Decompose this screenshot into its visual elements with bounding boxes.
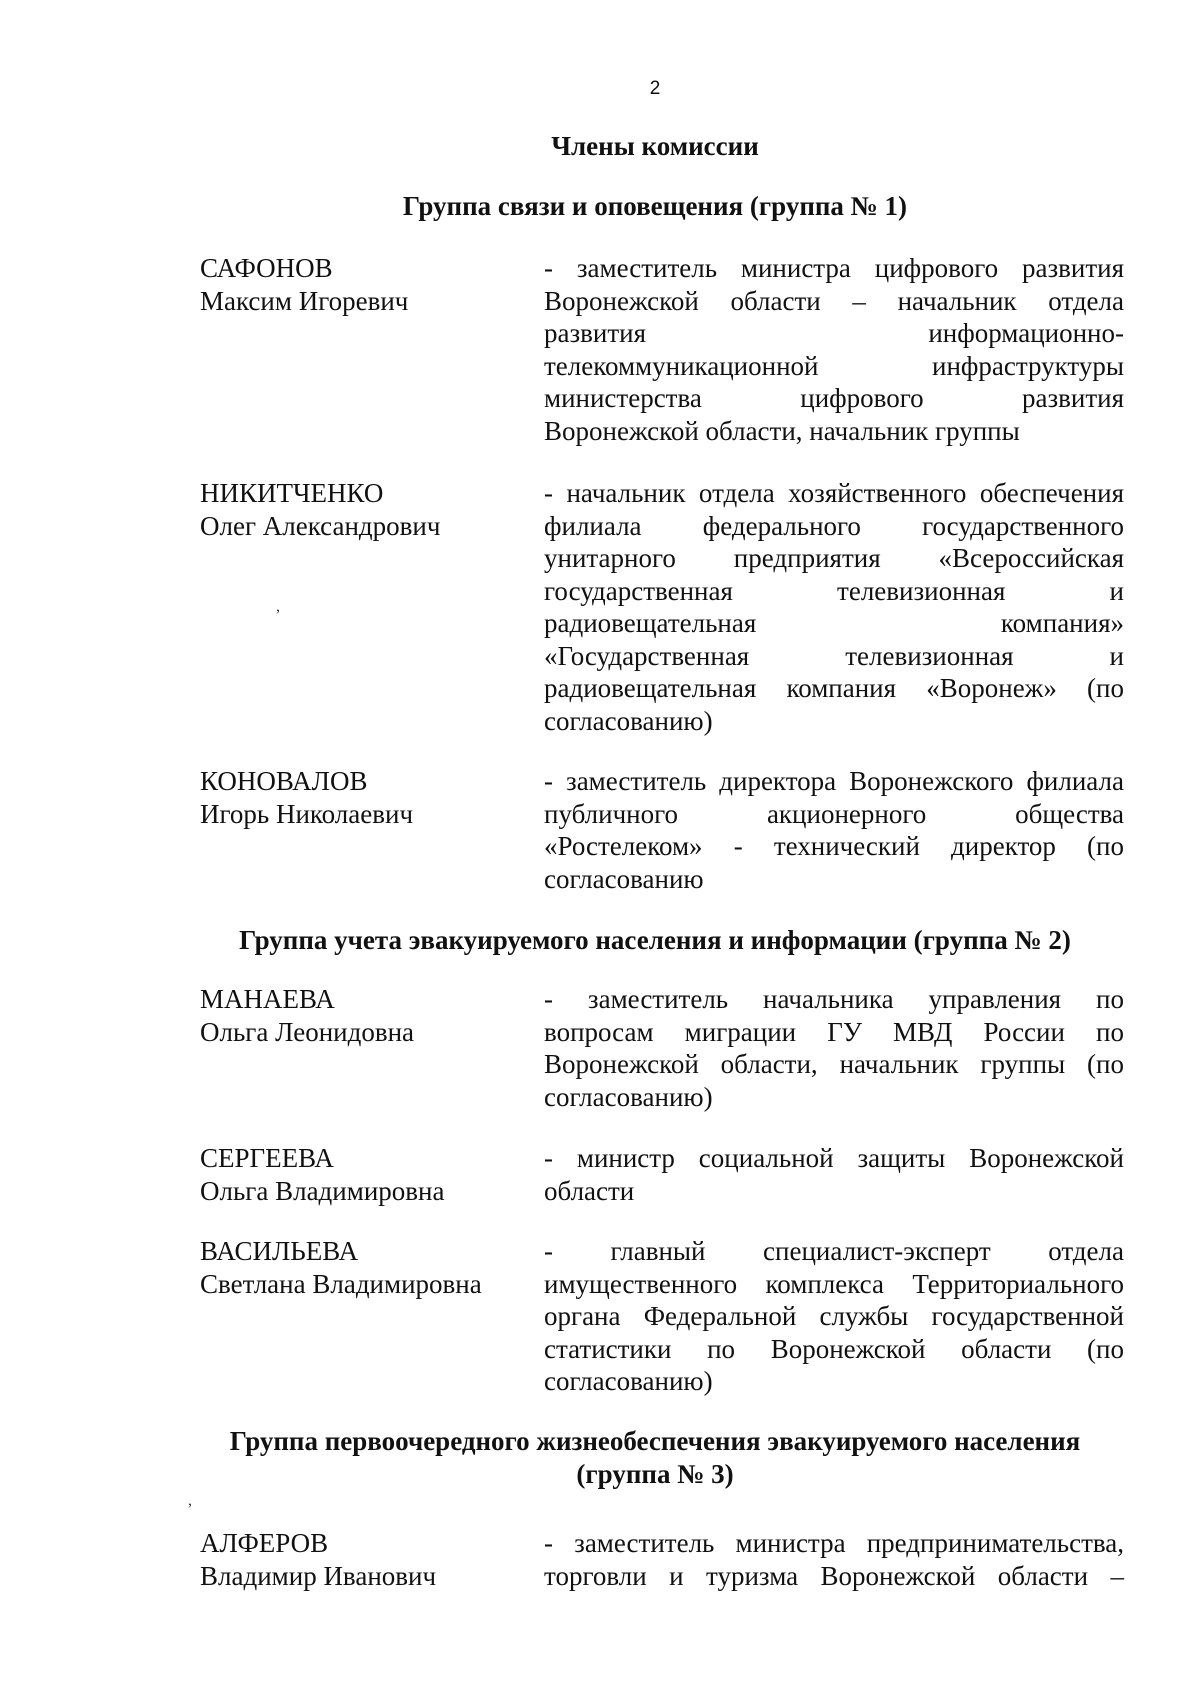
scan-mark: , — [188, 1492, 192, 1509]
member-name — [200, 765, 520, 830]
position-line: - главный специалист-эксперт отдела — [544, 1236, 1124, 1266]
position-line: согласованию) — [544, 1366, 713, 1396]
member-surname: САФОНОВ — [200, 253, 333, 283]
position-line: унитарного предприятия «Всероссийская — [544, 543, 1124, 573]
member-given-name: Олег Александрович — [200, 510, 441, 541]
member-name — [200, 1527, 520, 1592]
group-3-heading-line: (группа № 3) — [576, 1459, 734, 1489]
member-surname: АЛФЕРОВ — [200, 1528, 329, 1558]
position-line: Воронежской области – начальник отдела — [544, 285, 1124, 316]
member-name — [200, 252, 520, 317]
position-line: статистики по Воронежской области (по — [544, 1333, 1124, 1364]
group-2-heading: Группа учета эвакуируемого населения и информации (группа № 2) — [239, 925, 1071, 955]
group-1-heading: Группа связи и оповещения (группа № 1) — [402, 191, 908, 221]
scan-mark: , — [276, 598, 280, 615]
position-line: «Государственная телевизионная и — [544, 640, 1124, 671]
position-line: органа Федеральной службы государственной — [544, 1301, 1124, 1331]
position-line: радиовещательная компания «Воронеж» (по — [544, 673, 1124, 703]
page-number: 2 — [649, 78, 661, 99]
member-surname: СЕРГЕЕВА — [200, 1143, 334, 1173]
member-given-name: Владимир Иванович — [200, 1560, 437, 1591]
member-name — [200, 1142, 520, 1207]
member-position — [544, 765, 1124, 895]
position-line: государственная телевизионная и — [544, 575, 1124, 606]
position-line: - заместитель начальника управления по — [544, 984, 1124, 1014]
member-position — [544, 252, 1124, 447]
member-surname: МАНАЕВА — [200, 984, 335, 1014]
position-line: - заместитель директора Воронежского филиала — [544, 766, 1124, 796]
position-line: имущественного комплекса Территориального — [544, 1268, 1124, 1299]
position-line: согласованию) — [544, 1081, 713, 1112]
member-given-name: Ольга Владимировна — [200, 1175, 445, 1206]
member-surname: ВАСИЛЬЕВА — [200, 1236, 359, 1266]
position-line: области — [544, 1175, 635, 1206]
member-name — [200, 477, 520, 542]
member-given-name: Игорь Николаевич — [200, 798, 414, 829]
member-position — [544, 1235, 1124, 1398]
position-line: - министр социальной защиты Воронежской — [544, 1143, 1124, 1173]
position-line: - заместитель министра предпринимательства, — [544, 1528, 1124, 1558]
member-name — [200, 1235, 520, 1300]
position-line: развития информационно- — [544, 318, 1124, 348]
position-line: - заместитель министра цифрового развития — [544, 253, 1124, 283]
member-name — [200, 983, 520, 1048]
member-position — [544, 983, 1124, 1113]
position-line: вопросам миграции ГУ МВД России по — [544, 1016, 1124, 1047]
position-line: телекоммуникационной инфраструктуры — [544, 350, 1124, 381]
position-line: торговли и туризма Воронежской области – — [544, 1560, 1124, 1591]
document-title: Члены комиссии — [551, 131, 759, 161]
member-given-name: Максим Игоревич — [200, 285, 409, 316]
member-position — [544, 1527, 1124, 1592]
position-line: согласованию — [544, 863, 704, 894]
member-position — [544, 1142, 1124, 1207]
member-surname: КОНОВАЛОВ — [200, 766, 368, 796]
position-line: филиала федерального государственного — [544, 510, 1124, 541]
group-3-heading — [0, 1425, 1200, 1491]
position-line: - начальник отдела хозяйственного обеспечения — [544, 478, 1124, 508]
position-line: радиовещательная компания» — [544, 608, 1124, 638]
position-line: Воронежской области, начальник группы — [544, 415, 1020, 446]
member-position — [544, 477, 1124, 737]
position-line: Воронежской области, начальник группы (по — [544, 1049, 1124, 1079]
position-line: министерства цифрового развития — [544, 383, 1124, 413]
member-given-name: Ольга Леонидовна — [200, 1016, 415, 1047]
member-given-name: Светлана Владимировна — [200, 1268, 482, 1299]
position-line: согласованию) — [544, 705, 713, 736]
position-line: «Ростелеком» - технический директор (по — [544, 831, 1124, 861]
member-surname: НИКИТЧЕНКО — [200, 478, 384, 508]
group-3-heading-line: Группа первоочередного жизнеобеспечения эвакуируемого населения — [229, 1426, 1081, 1456]
position-line: публичного акционерного общества — [544, 798, 1124, 829]
